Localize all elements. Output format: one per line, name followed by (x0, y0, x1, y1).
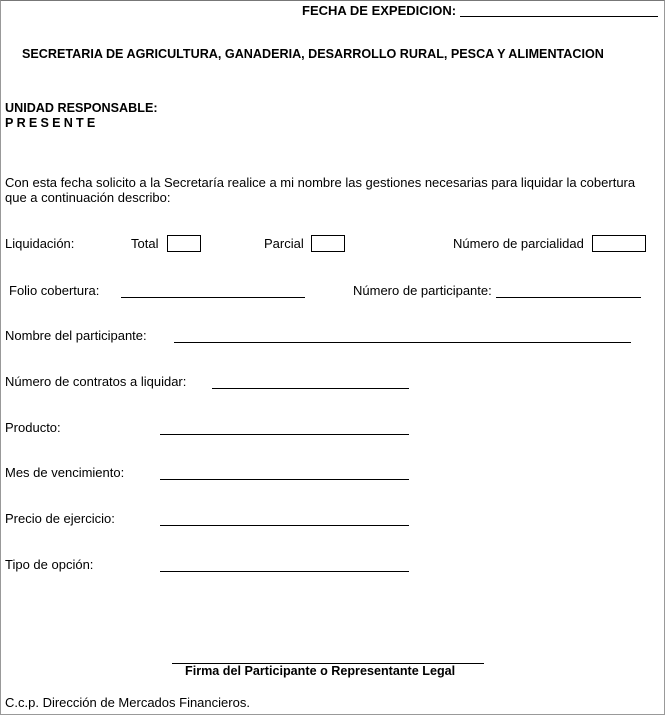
presente-label: PRESENTE (5, 116, 99, 130)
mes-vencimiento-label: Mes de vencimiento: (5, 465, 125, 480)
tipo-opcion-field[interactable] (160, 571, 409, 572)
tipo-opcion-label: Tipo de opción: (5, 557, 94, 572)
precio-ejercicio-field[interactable] (160, 525, 409, 526)
mes-vencimiento-field[interactable] (160, 479, 409, 480)
fecha-expedicion-field[interactable] (460, 16, 658, 17)
precio-ejercicio-label: Precio de ejercicio: (5, 511, 115, 526)
numero-contratos-field[interactable] (212, 388, 409, 389)
nombre-participante-label: Nombre del participante: (5, 328, 147, 343)
total-label: Total (131, 236, 159, 251)
fecha-expedicion-label: FECHA DE EXPEDICION: (302, 3, 457, 18)
numero-contratos-label: Número de contratos a liquidar: (5, 374, 187, 389)
producto-field[interactable] (160, 434, 409, 435)
folio-cobertura-label: Folio cobertura: (9, 283, 100, 298)
total-checkbox[interactable] (167, 235, 201, 252)
ccp-note: C.c.p. Dirección de Mercados Financieros. (5, 695, 250, 710)
signature-label: Firma del Participante o Representante Legal (185, 664, 456, 678)
nombre-participante-field[interactable] (174, 342, 631, 343)
liquidacion-label: Liquidación: (5, 236, 75, 251)
parcial-checkbox[interactable] (311, 235, 345, 252)
numero-participante-field[interactable] (496, 297, 641, 298)
numero-parcialidad-label: Número de parcialidad (453, 236, 584, 251)
intro-paragraph: Con esta fecha solicito a la Secretaría realice a mi nombre las gestiones necesarias para liquidar la cobertura que a continuación describo: (5, 175, 636, 205)
numero-parcialidad-field[interactable] (592, 235, 646, 252)
producto-label: Producto: (5, 420, 61, 435)
document-title: SECRETARIA DE AGRICULTURA, GANADERIA, DESARROLLO RURAL, PESCA Y ALIMENTACION (22, 47, 604, 61)
unidad-responsable-label: UNIDAD RESPONSABLE: (5, 101, 158, 115)
parcial-label: Parcial (264, 236, 304, 251)
numero-participante-label: Número de participante: (353, 283, 492, 298)
folio-cobertura-field[interactable] (121, 297, 305, 298)
